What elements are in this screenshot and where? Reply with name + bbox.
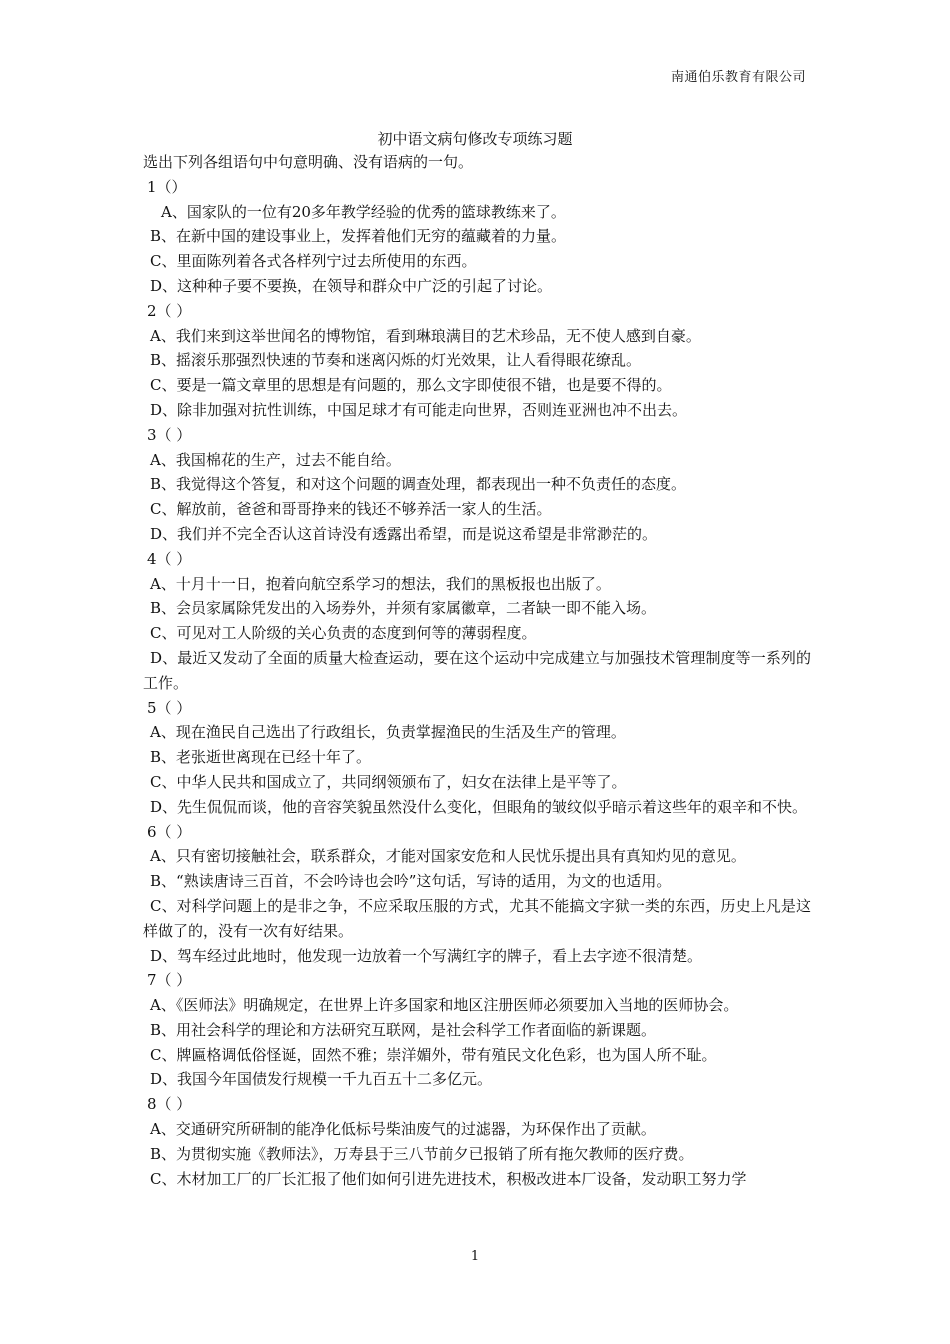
question-number: 2（ ） — [147, 301, 192, 320]
page-number: 1 — [470, 1249, 480, 1264]
answer-option: A、交通研究所研制的能净化低标号柴油废气的过滤器，为环保作出了贡献。 — [150, 1120, 656, 1139]
question-block — [143, 423, 811, 547]
answer-option: C、中华人民共和国成立了，共同纲领颁布了，妇女在法律上是平等了。 — [150, 772, 627, 791]
answer-option: B、用社会科学的理论和方法研究互联网，是社会科学工作者面临的新课题。 — [150, 1020, 657, 1039]
answer-option: D、我国今年国债发行规模一千九百五十二多亿元。 — [150, 1070, 493, 1089]
answer-option: B、摇滚乐那强烈快速的节奏和迷离闪烁的灯光效果，让人看得眼花缭乱。 — [150, 351, 642, 370]
answer-option: C、对科学问题上的是非之争，不应采取压服的方式，尤其不能搞文字狱一类的东西，历史上凡是这样做了的，没有一次有好结果。 — [143, 896, 811, 940]
question-number: 1（） — [147, 177, 187, 196]
answer-option: C、要是一篇文章里的思想是有问题的，那么文字即使很不错，也是要不得的。 — [150, 376, 672, 395]
answer-option: D、这种种子要不要换，在领导和群众中广泛的引起了讨论。 — [150, 276, 553, 295]
question-number: 5（ ） — [147, 698, 192, 717]
answer-option: A、《医师法》明确规定，在世界上许多国家和地区注册医师必须要加入当地的医师协会。 — [150, 996, 739, 1015]
question-block — [143, 547, 811, 696]
question-block — [143, 1092, 811, 1191]
question-block — [143, 299, 811, 423]
instruction-text: 选出下列各组语句中句意明确、没有语病的一句。 — [143, 153, 474, 171]
question-number: 7（ ） — [147, 971, 192, 990]
answer-option: B、我觉得这个答复，和对这个问题的调查处理，都表现出一种不负责任的态度。 — [150, 475, 687, 494]
question-number: 3（ ） — [147, 425, 192, 444]
header-company: 南通伯乐教育有限公司 — [670, 70, 806, 85]
answer-option: D、我们并不完全否认这首诗没有透露出希望，而是说这希望是非常渺茫的。 — [150, 524, 658, 543]
question-block — [143, 820, 811, 969]
answer-option: D、最近又发动了全面的质量大检查运动，要在这个运动中完成建立与加强技术管理制度等一系列的工作。 — [143, 648, 811, 692]
question-block — [143, 175, 811, 299]
question-number: 6（ ） — [147, 822, 192, 841]
answer-option: B、在新中国的建设事业上，发挥着他们无穷的蕴藏着的力量。 — [150, 227, 567, 246]
answer-option: A、十月十一日，抱着向航空系学习的想法，我们的黑板报也出版了。 — [150, 574, 611, 593]
question-number: 8（ ） — [147, 1095, 192, 1114]
answer-option: C、可见对工人阶级的关心负责的态度到何等的薄弱程度。 — [150, 624, 537, 643]
answer-option: A、我国棉花的生产，过去不能自给。 — [150, 450, 401, 469]
answer-option: A、现在渔民自己选出了行政组长，负责掌握渔民的生活及生产的管理。 — [150, 723, 626, 742]
question-block — [143, 696, 811, 820]
page-title: 初中语文病句修改专项练习题 — [377, 130, 573, 148]
answer-option: C、牌匾格调低俗怪诞，固然不雅；崇洋媚外，带有殖民文化色彩，也为国人所不耻。 — [150, 1045, 717, 1064]
answer-option: A、只有密切接触社会，联系群众，才能对国家安危和人民忧乐提出具有真知灼见的意见。 — [150, 847, 746, 866]
answer-option: C、解放前，爸爸和哥哥挣来的钱还不够养活一家人的生活。 — [150, 500, 552, 519]
answer-option: B、会员家属除凭发出的入场券外，并须有家属徽章，二者缺一即不能入场。 — [150, 599, 657, 618]
answer-option: A、我们来到这举世闻名的博物馆，看到琳琅满目的艺术珍品，无不使人感到自豪。 — [150, 326, 701, 345]
answer-option: C、木材加工厂的厂长汇报了他们如何引进先进技术，积极改进本厂设备，发动职工努力学 — [150, 1169, 747, 1188]
answer-option: B、“熟读唐诗三百首，不会吟诗也会吟”这句话，写诗的适用，为文的也适用。 — [150, 872, 672, 891]
question-list — [143, 175, 811, 1192]
answer-option: D、驾车经过此地时，他发现一边放着一个写满红字的牌子，看上去字迹不很清楚。 — [150, 946, 703, 965]
answer-option: D、先生侃侃而谈，他的音容笑貌虽然没什么变化，但眼角的皱纹似乎暗示着这些年的艰辛和不快。 — [150, 797, 808, 816]
answer-option: B、为贯彻实施《教师法》，万寿县于三八节前夕已报销了所有拖欠教师的医疗费。 — [150, 1144, 694, 1163]
answer-option: A、国家队的一位有20多年教学经验的优秀的篮球教练来了。 — [161, 202, 566, 221]
question-block — [143, 968, 811, 1092]
document-content — [143, 150, 811, 1191]
answer-option: C、里面陈列着各式各样列宁过去所使用的东西。 — [150, 252, 477, 271]
question-number: 4（ ） — [147, 549, 192, 568]
answer-option: D、除非加强对抗性训练，中国足球才有可能走向世界，否则连亚洲也冲不出去。 — [150, 400, 688, 419]
answer-option: B、老张逝世离现在已经十年了。 — [150, 748, 372, 767]
